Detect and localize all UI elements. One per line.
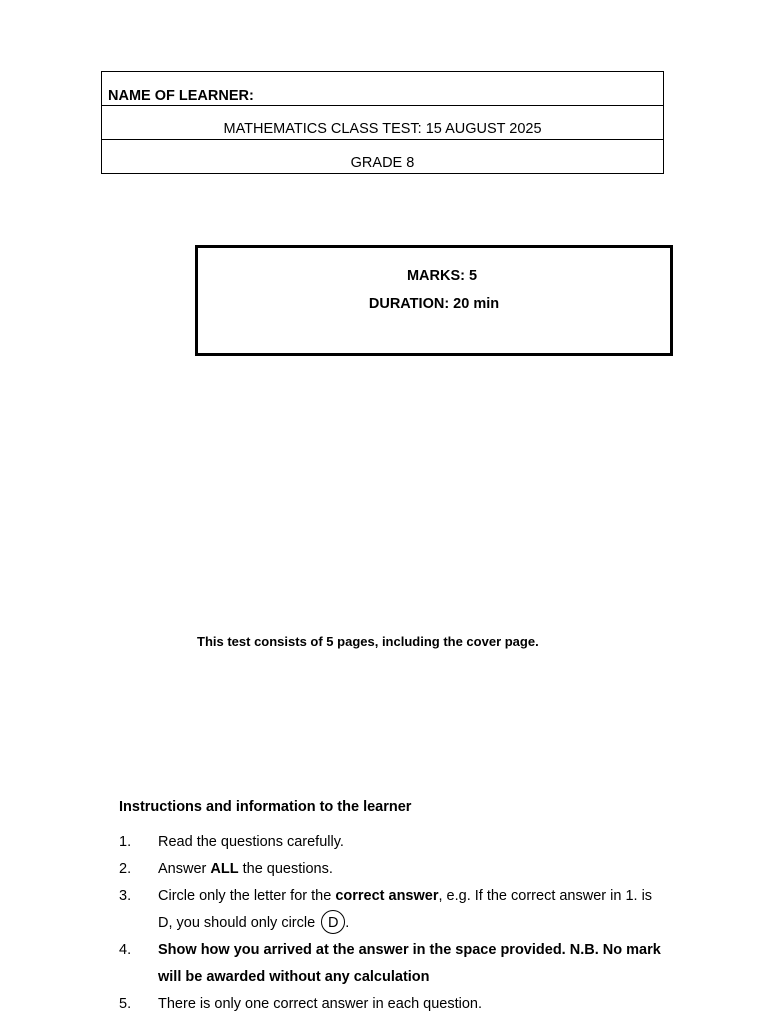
- instructions-title: Instructions and information to the learner: [119, 799, 412, 815]
- instruction-number: 4.: [119, 942, 132, 958]
- instruction-text: [158, 883, 664, 937]
- instruction-text: Show how you arrived at the answer in the space provided. N.B. No mark will be awarded without any calculation: [158, 942, 661, 985]
- instruction-item: [119, 856, 664, 883]
- grade-row: [102, 140, 663, 173]
- test-title-row: [102, 106, 663, 140]
- instruction-item: [119, 883, 664, 937]
- instruction-text-part: , e.g. If the correct answer in 1. is D, you should only circle: [158, 888, 653, 931]
- instruction-emphasis: ALL: [210, 861, 239, 877]
- grade-label: GRADE 8: [350, 155, 415, 171]
- instruction-text-part: Circle only the letter for the: [158, 888, 336, 904]
- circled-letter-example: D: [321, 910, 345, 934]
- instruction-text-part: .: [345, 915, 350, 931]
- learner-name-label: NAME OF LEARNER:: [108, 88, 254, 104]
- instruction-text-part: the questions.: [238, 861, 333, 877]
- instruction-text-part: Answer: [158, 861, 211, 877]
- instruction-number: 1.: [119, 834, 132, 850]
- instruction-number: 3.: [119, 888, 132, 904]
- test-duration: DURATION: 20 min: [368, 296, 500, 312]
- instruction-item: [119, 937, 664, 991]
- page-count-note: This test consists of 5 pages, including the cover page.: [197, 634, 539, 649]
- instruction-number: 2.: [119, 861, 132, 877]
- test-title: MATHEMATICS CLASS TEST: 15 AUGUST 2025: [223, 121, 542, 137]
- learner-name-row: [102, 72, 663, 106]
- marks-total: MARKS: 5: [406, 268, 478, 284]
- instruction-number: 5.: [119, 996, 132, 1012]
- instruction-emphasis: correct answer: [335, 888, 439, 904]
- instruction-text: There is only one correct answer in each question.: [158, 996, 483, 1012]
- instructions-list: [119, 829, 664, 1018]
- instruction-item: [119, 991, 664, 1018]
- instruction-text: [158, 856, 664, 883]
- instruction-item: [119, 829, 664, 856]
- learner-header-table: [101, 71, 664, 174]
- instruction-text: Read the questions carefully.: [158, 834, 344, 850]
- marks-duration-box: [195, 245, 673, 356]
